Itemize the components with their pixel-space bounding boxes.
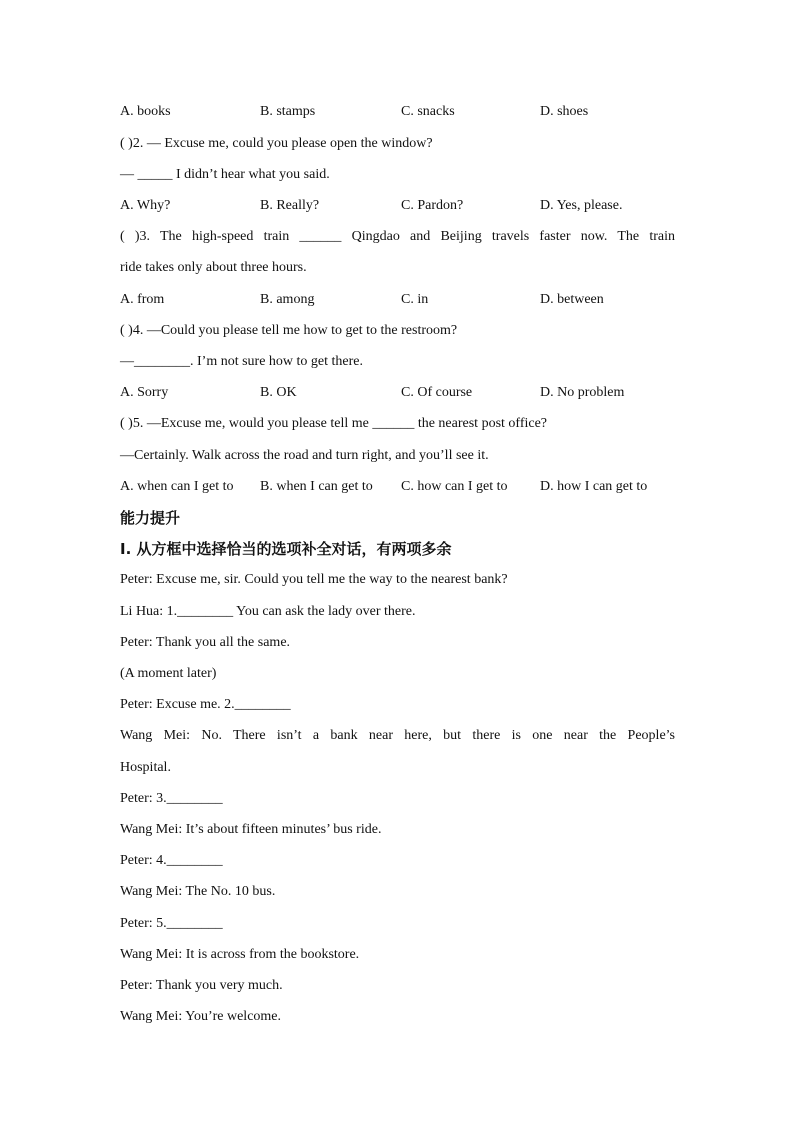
dialogue-line-12: Peter: 5.________ <box>120 916 223 931</box>
dialogue-line-11: Wang Mei: The No. 10 bus. <box>120 884 276 899</box>
q5-option-d: D. how I can get to <box>540 479 648 494</box>
q1-options <box>120 103 675 121</box>
q5-reply: —Certainly. Walk across the road and turn right, and you’ll see it. <box>120 448 489 463</box>
q5-option-a: A. when can I get to <box>120 479 234 494</box>
q2-reply: — _____ I didn’t hear what you said. <box>120 167 330 182</box>
q2-stem: ( )2. — Excuse me, could you please open the window? <box>120 136 433 151</box>
dialogue-line-4: (A moment later) <box>120 666 217 681</box>
q5-option-c: C. how can I get to <box>401 479 508 494</box>
dialogue-line-8: Peter: 3.________ <box>120 791 223 806</box>
dialogue-line-14: Peter: Thank you very much. <box>120 978 283 993</box>
dialogue-line-15: Wang Mei: You’re welcome. <box>120 1009 282 1024</box>
q1-option-c: C. snacks <box>401 104 455 119</box>
dialogue-line-7: Hospital. <box>120 760 171 775</box>
q4-option-b: B. OK <box>260 385 297 400</box>
dialogue-line-9: Wang Mei: It’s about fifteen minutes’ bus ride. <box>120 822 382 837</box>
q2-option-a: A. Why? <box>120 198 171 213</box>
q3-stem: ( )3. The high-speed train ______ Qingdao and Beijing travels faster now. The train <box>120 229 675 244</box>
q5-option-b: B. when I can get to <box>260 479 373 494</box>
dialogue-line-6: Wang Mei: No. There isn’t a bank near here, but there is one near the People’s <box>120 728 675 743</box>
q5-options <box>120 478 675 496</box>
dialogue-line-10: Peter: 4.________ <box>120 853 223 868</box>
q3-stem-cont: ride takes only about three hours. <box>120 260 307 275</box>
q1-option-d: D. shoes <box>540 104 589 119</box>
dialogue-line-13: Wang Mei: It is across from the bookstore. <box>120 947 360 962</box>
q3-option-b: B. among <box>260 292 315 307</box>
q4-option-a: A. Sorry <box>120 385 169 400</box>
subsection-title: Ⅰ. 从方框中选择恰当的选项补全对话，有两项多余 <box>120 540 452 558</box>
q2-option-b: B. Really? <box>260 198 320 213</box>
section-title: 能力提升 <box>120 509 181 527</box>
q2-options <box>120 197 675 215</box>
q1-option-b: B. stamps <box>260 104 316 119</box>
q2-option-c: C. Pardon? <box>401 198 464 213</box>
q4-stem: ( )4. —Could you please tell me how to get to the restroom? <box>120 323 458 338</box>
q4-reply: —________. I’m not sure how to get there. <box>120 354 364 369</box>
q4-option-c: C. Of course <box>401 385 473 400</box>
dialogue-line-2: Li Hua: 1.________ You can ask the lady over there. <box>120 604 416 619</box>
dialogue-line-5: Peter: Excuse me. 2.________ <box>120 697 291 712</box>
dialogue-line-3: Peter: Thank you all the same. <box>120 635 291 650</box>
q3-options <box>120 291 675 309</box>
dialogue-line-1: Peter: Excuse me, sir. Could you tell me the way to the nearest bank? <box>120 572 508 587</box>
q2-option-d: D. Yes, please. <box>540 198 623 213</box>
q4-option-d: D. No problem <box>540 385 625 400</box>
q1-option-a: A. books <box>120 104 171 119</box>
q3-option-a: A. from <box>120 292 165 307</box>
q3-option-d: D. between <box>540 292 604 307</box>
q4-options <box>120 384 675 402</box>
q5-stem: ( )5. —Excuse me, would you please tell me ______ the nearest post office? <box>120 416 548 431</box>
q3-option-c: C. in <box>401 292 429 307</box>
